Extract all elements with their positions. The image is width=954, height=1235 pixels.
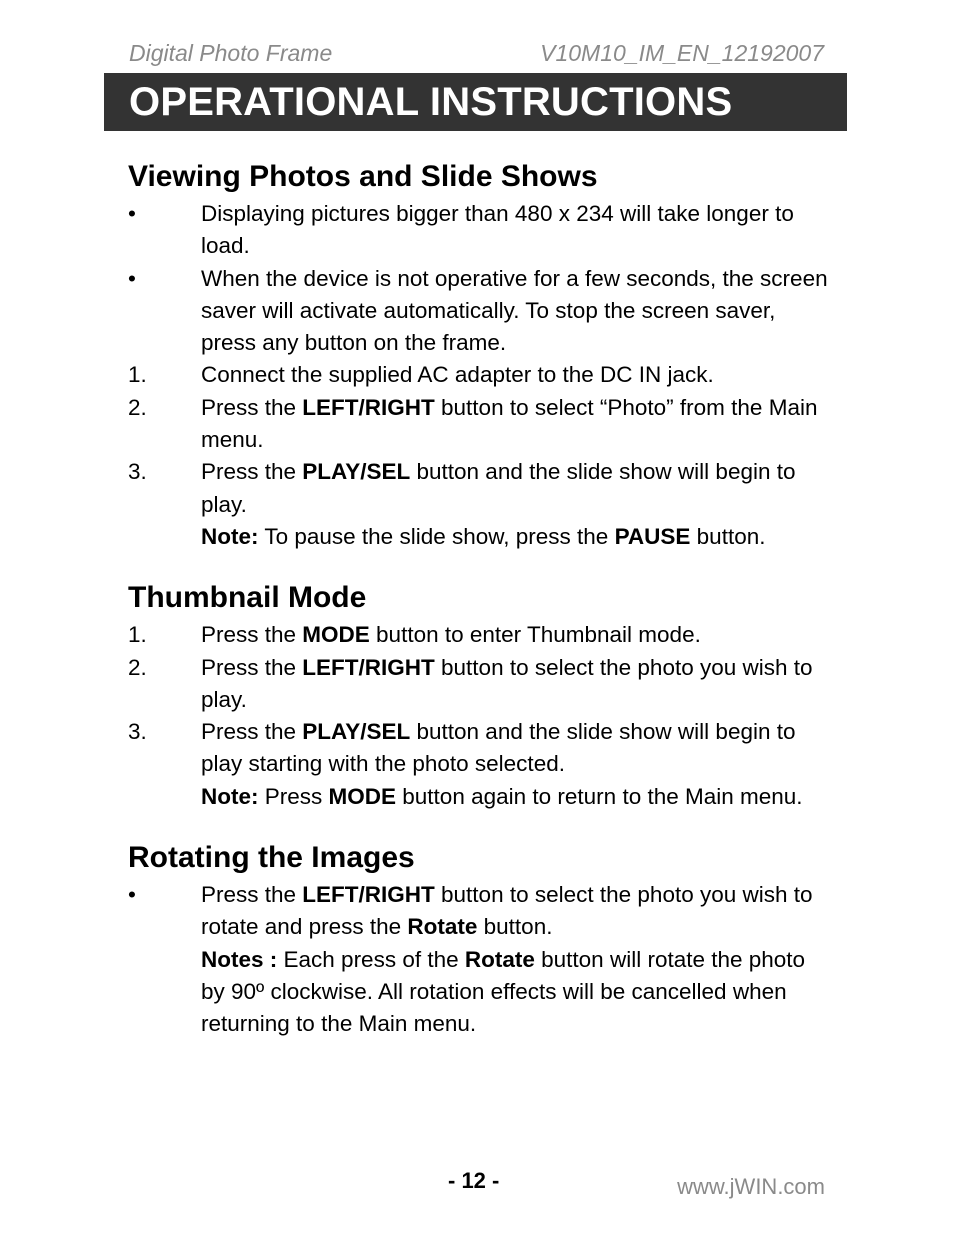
list-item [128,879,828,944]
list-item-text: Connect the supplied AC adapter to the DC IN jack. [201,362,714,388]
section-heading: Viewing Photos and Slide Shows [128,160,598,193]
section-thumbnail-mode [128,577,828,813]
list-item [128,456,828,521]
chapter-title-bar [104,73,847,131]
step-number: 1. [128,362,147,388]
list-item-text: Press the PLAY/SEL button and the slide show will begin to play. [201,459,796,517]
page-content [128,156,828,1065]
list-item [128,716,828,781]
step-number: 2. [128,654,147,680]
list-item-text: Press the LEFT/RIGHT button to select “Photo” from the Main menu. [201,394,818,453]
step-number: 3. [128,459,147,485]
section-rotating-images [128,837,828,1040]
list-item [128,198,828,263]
list-item-text: When the device is not operative for a few seconds, the screen saver will activate automatically. To stop the screen saver, press any button on the frame. [201,265,828,356]
page-number: - 12 - [448,1168,500,1193]
list-item [128,359,828,391]
section-viewing-photos [128,156,828,553]
list-item-text: Press the MODE button to enter Thumbnail mode. [201,622,701,648]
bullet-marker: • [128,201,136,226]
step-number: 3. [128,719,147,745]
chapter-title: OPERATIONAL INSTRUCTIONS [129,80,733,124]
list-item [128,652,828,717]
document-title: Digital Photo Frame [129,40,333,66]
section-heading: Thumbnail Mode [128,581,367,615]
list-item [128,619,828,651]
section-heading: Rotating the Images [128,841,415,875]
list-item-text: Displaying pictures bigger than 480 x 234 will take longer to load. [201,201,794,259]
list-item [128,392,828,457]
list-item-text: Press the LEFT/RIGHT button to select the photo you wish to play. [201,654,813,712]
bullet-marker: • [128,265,136,291]
section-note: Note: Press MODE button again to return to the Main menu. [201,783,803,809]
step-number: 2. [128,394,147,420]
website-url: www.jWIN.com [677,1174,825,1199]
list-item [128,263,828,360]
list-item-text: Press the PLAY/SEL button and the slide show will begin to play starting with the photo selected. [201,719,796,777]
bullet-marker: • [128,882,136,908]
list-item-text: Press the LEFT/RIGHT button to select the photo you wish to rotate and press the Rotate button. [201,882,813,940]
section-note: Note: To pause the slide show, press the PAUSE button. [201,523,766,549]
section-note: Notes : Each press of the Rotate button will rotate the photo by 90º clockwise. All rotation effects will be cancelled when returning to the Main menu. [201,946,806,1037]
step-number: 1. [128,622,147,648]
document-code: V10M10_IM_EN_12192007 [540,40,824,66]
